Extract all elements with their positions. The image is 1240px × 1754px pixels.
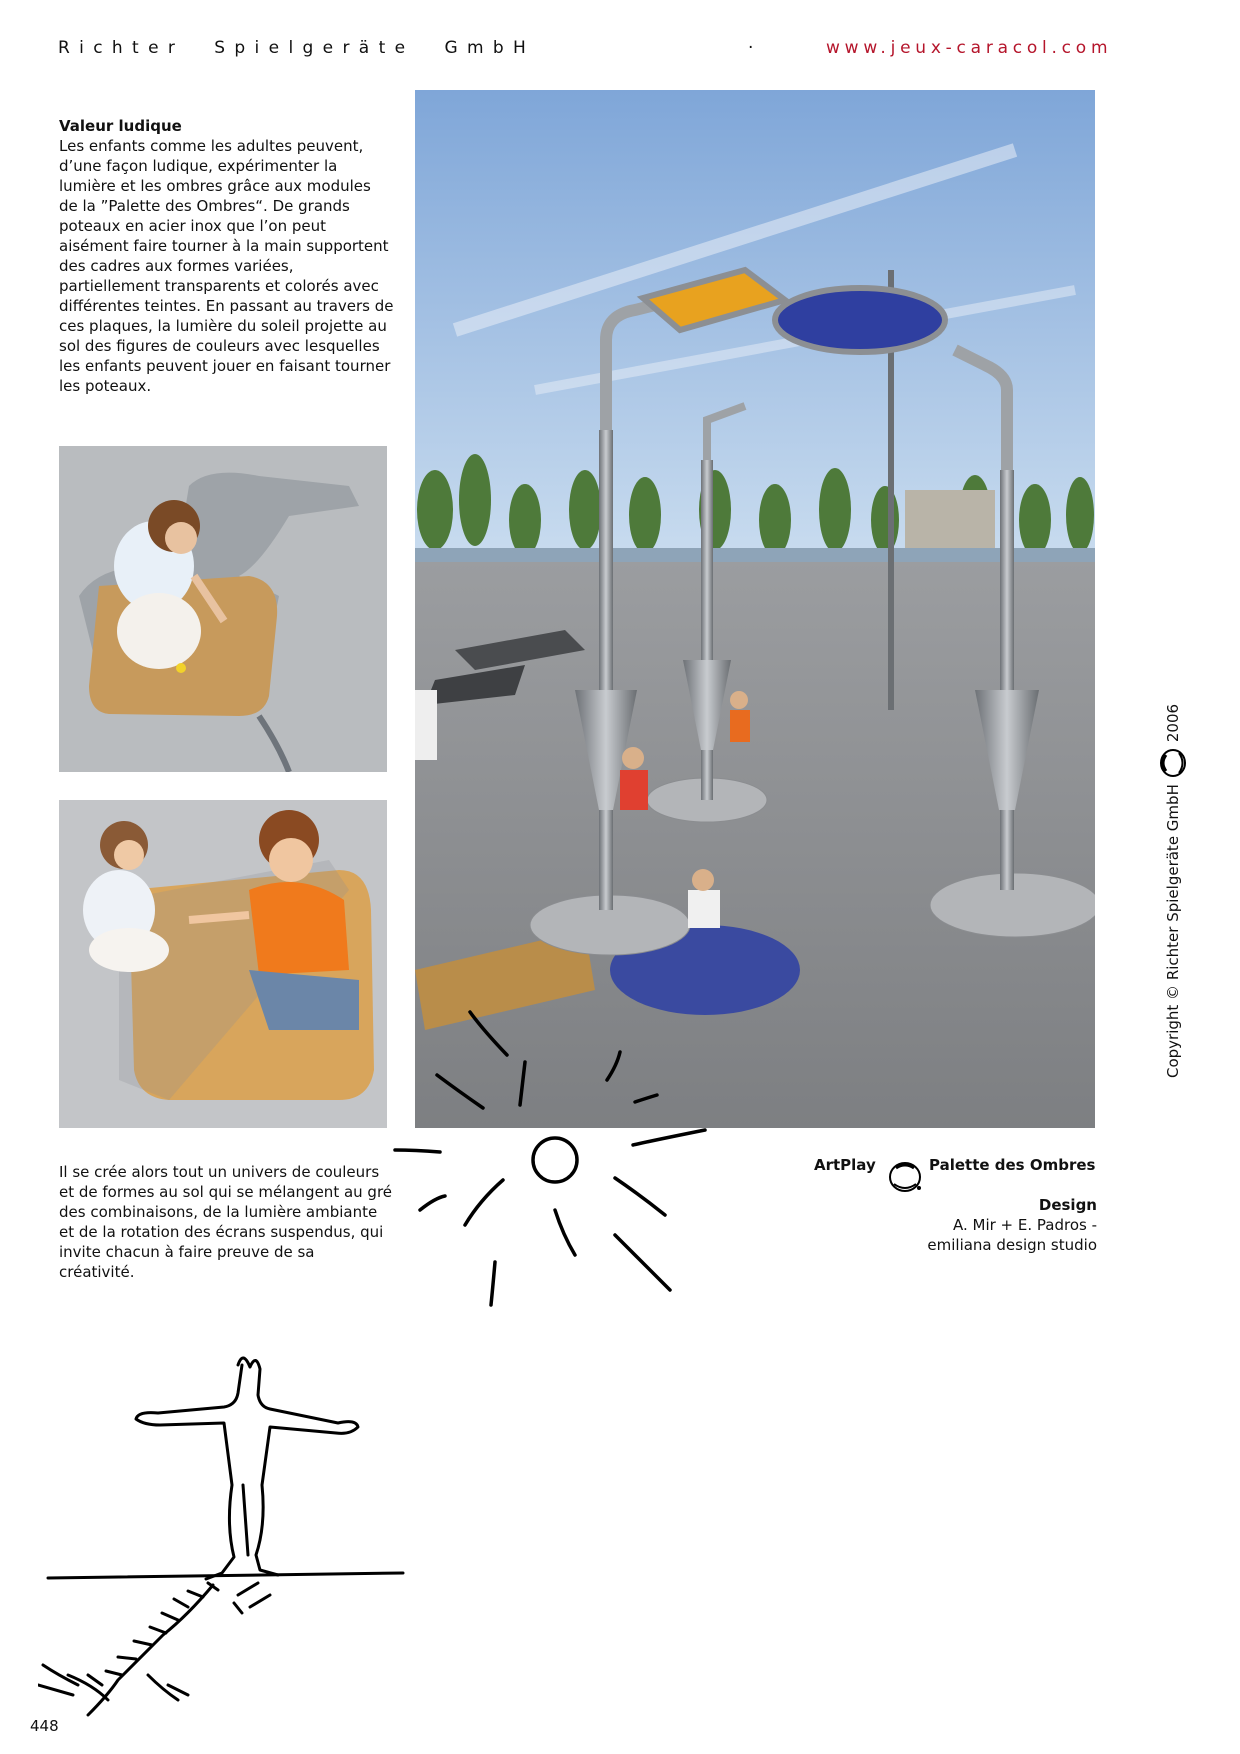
copyright-notice: [1158, 704, 1188, 1078]
person-shadow-sketch-icon: [38, 1345, 418, 1725]
intro-body: Les enfants comme les adultes peuvent, d’une façon ludique, expérimenter la lumière et les ombres grâce aux modules de la ”Palette des Ombres“. De grands poteaux en acier inox que l’on peut aisément faire tourner à la main supportent des cadres aux formes variées, partiellement transparents et colorés avec différentes teintes. En passant au travers de ces plaques, la lumière du soleil projette au sol des figures de couleurs avec lesquelles les enfants peuvent jouer en faisant tourner les poteaux.: [59, 137, 394, 395]
copyright-logo-icon: [1158, 746, 1188, 780]
product-line: ArtPlay: [814, 1156, 876, 1174]
copyright-text: Copyright © Richter Spielgeräte GmbH: [1164, 784, 1182, 1078]
header-company: Richter Spielgeräte GmbH: [58, 38, 536, 58]
copyright-year: 2006: [1164, 703, 1182, 743]
brand-logo-icon: [886, 1160, 924, 1194]
design-label: Design: [1038, 1196, 1097, 1214]
design-studio: emiliana design studio: [927, 1236, 1097, 1254]
design-credits: [857, 1195, 1097, 1255]
main-playground-photo: [415, 90, 1095, 1128]
designer-names: A. Mir + E. Padros -: [952, 1216, 1097, 1234]
child-shadow-photo-1: [59, 446, 387, 772]
outro-body: Il se crée alors tout un univers de couleurs et de formes au sol qui se mélangent au gré des combinaisons, de la lumière ambiante et de la rotation des écrans suspendus, qui invite chacun à faire preuve de sa créativité.: [59, 1163, 393, 1281]
intro-section: [59, 116, 394, 396]
product-name: Palette des Ombres: [929, 1156, 1096, 1174]
page-number: 448: [30, 1717, 59, 1735]
sun-sketch-icon: [385, 1000, 715, 1320]
header-url-link[interactable]: www.jeux-caracol.com: [826, 38, 1113, 58]
header-separator: ·: [748, 38, 763, 58]
intro-title: Valeur ludique: [59, 117, 182, 135]
children-shadow-photo-2: [59, 800, 387, 1128]
